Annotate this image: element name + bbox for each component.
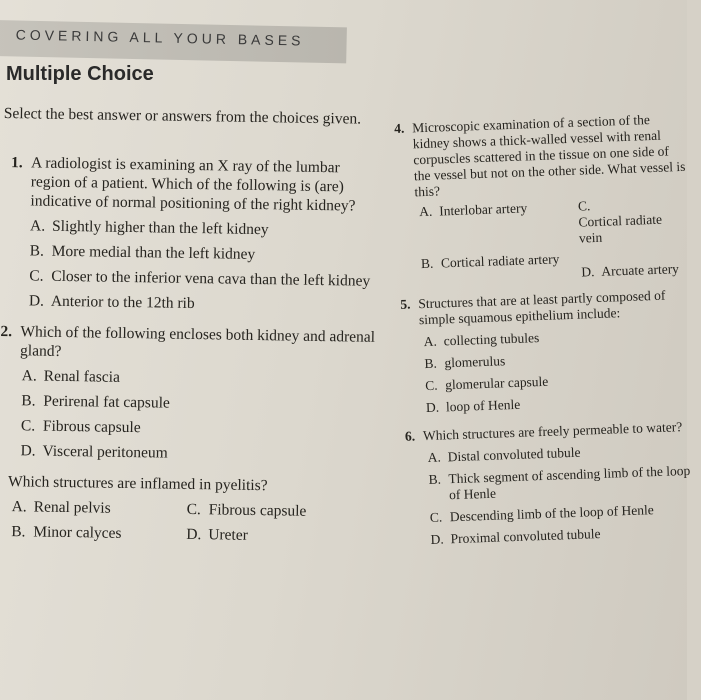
section-title: Multiple Choice bbox=[6, 63, 154, 85]
option-c[interactable]: C. Closer to the inferior vena cava than the left kidney bbox=[29, 267, 371, 290]
question-stem: Which structures are freely permeable to water? bbox=[422, 419, 683, 444]
question-1 bbox=[1, 153, 378, 316]
option-d[interactable]: D. Proximal convoluted tubule bbox=[430, 526, 601, 547]
option-a[interactable]: A. Interlobar artery bbox=[418, 200, 528, 220]
option-a[interactable]: A. collecting tubules bbox=[423, 330, 540, 350]
question-stem: Which of the following encloses both kidney and adrenal gland? bbox=[19, 323, 376, 360]
option-a[interactable]: A. Slightly higher than the left kidney bbox=[29, 217, 269, 239]
option-a[interactable]: A. Renal fascia bbox=[21, 367, 121, 386]
question-number: 2. bbox=[0, 322, 13, 341]
option-a[interactable]: A. Distal convoluted tubule bbox=[427, 444, 581, 466]
option-c[interactable]: C. glomerular capsule bbox=[424, 373, 549, 394]
option-b[interactable]: B. More medial than the left kidney bbox=[29, 242, 256, 263]
question-2 bbox=[0, 322, 376, 466]
question-stem: Which structures are inflamed in pyelitis? bbox=[7, 473, 268, 495]
option-d[interactable]: D. Arcuate artery bbox=[581, 261, 680, 280]
option-b[interactable]: B. Minor calyces bbox=[11, 523, 122, 542]
option-b[interactable]: B. Cortical radiate artery bbox=[420, 251, 560, 272]
option-d[interactable]: D. Anterior to the 12th rib bbox=[28, 292, 195, 313]
question-number: 4. bbox=[394, 120, 405, 136]
option-b[interactable]: B. Perirenal fat capsule bbox=[21, 392, 170, 412]
instructions: Select the best answer or answers from the choices given. bbox=[3, 104, 362, 128]
option-d[interactable]: D. loop of Henle bbox=[425, 396, 521, 416]
question-number: 6. bbox=[404, 428, 416, 444]
option-b[interactable]: B. glomerulus bbox=[424, 353, 506, 372]
question-stem: A radiologist is examining an X ray of the lumbar region of a patient. Which of the following is (are) indicative of normal positioning of the right kidney? bbox=[30, 154, 356, 215]
question-6 bbox=[405, 419, 701, 549]
option-a[interactable]: A. Renal pelvis bbox=[11, 498, 111, 517]
section-banner bbox=[0, 20, 347, 63]
banner-text: COVERING ALL YOUR BASES bbox=[15, 26, 305, 49]
question-number: 5. bbox=[400, 296, 411, 312]
option-b[interactable]: B. Thick segment of ascending limb of the loop of Henle bbox=[428, 462, 691, 503]
left-column bbox=[0, 104, 379, 547]
question-3 bbox=[0, 472, 373, 547]
option-c[interactable]: C. Fibrous capsule bbox=[20, 417, 141, 437]
question-5 bbox=[400, 287, 696, 417]
question-4 bbox=[394, 111, 692, 287]
question-stem: Microscopic examination of a section of the kidney shows a thick-walled vessel with renal corpuscles scattered in the tissue on one side of the vessel but not on the other side. What vessel is this? bbox=[411, 112, 686, 200]
question-stem: Structures that are at least partly composed of simple squamous epithelium include: bbox=[418, 287, 666, 328]
option-c[interactable]: C.Cortical radiate vein bbox=[577, 198, 663, 246]
option-d[interactable]: D. Visceral peritoneum bbox=[20, 442, 168, 462]
question-number: 1. bbox=[10, 154, 23, 172]
right-column bbox=[394, 111, 701, 549]
option-d[interactable]: D. Ureter bbox=[186, 525, 248, 544]
option-c[interactable]: C. Fibrous capsule bbox=[186, 500, 307, 520]
option-c[interactable]: C. Descending limb of the loop of Henle bbox=[429, 502, 654, 525]
